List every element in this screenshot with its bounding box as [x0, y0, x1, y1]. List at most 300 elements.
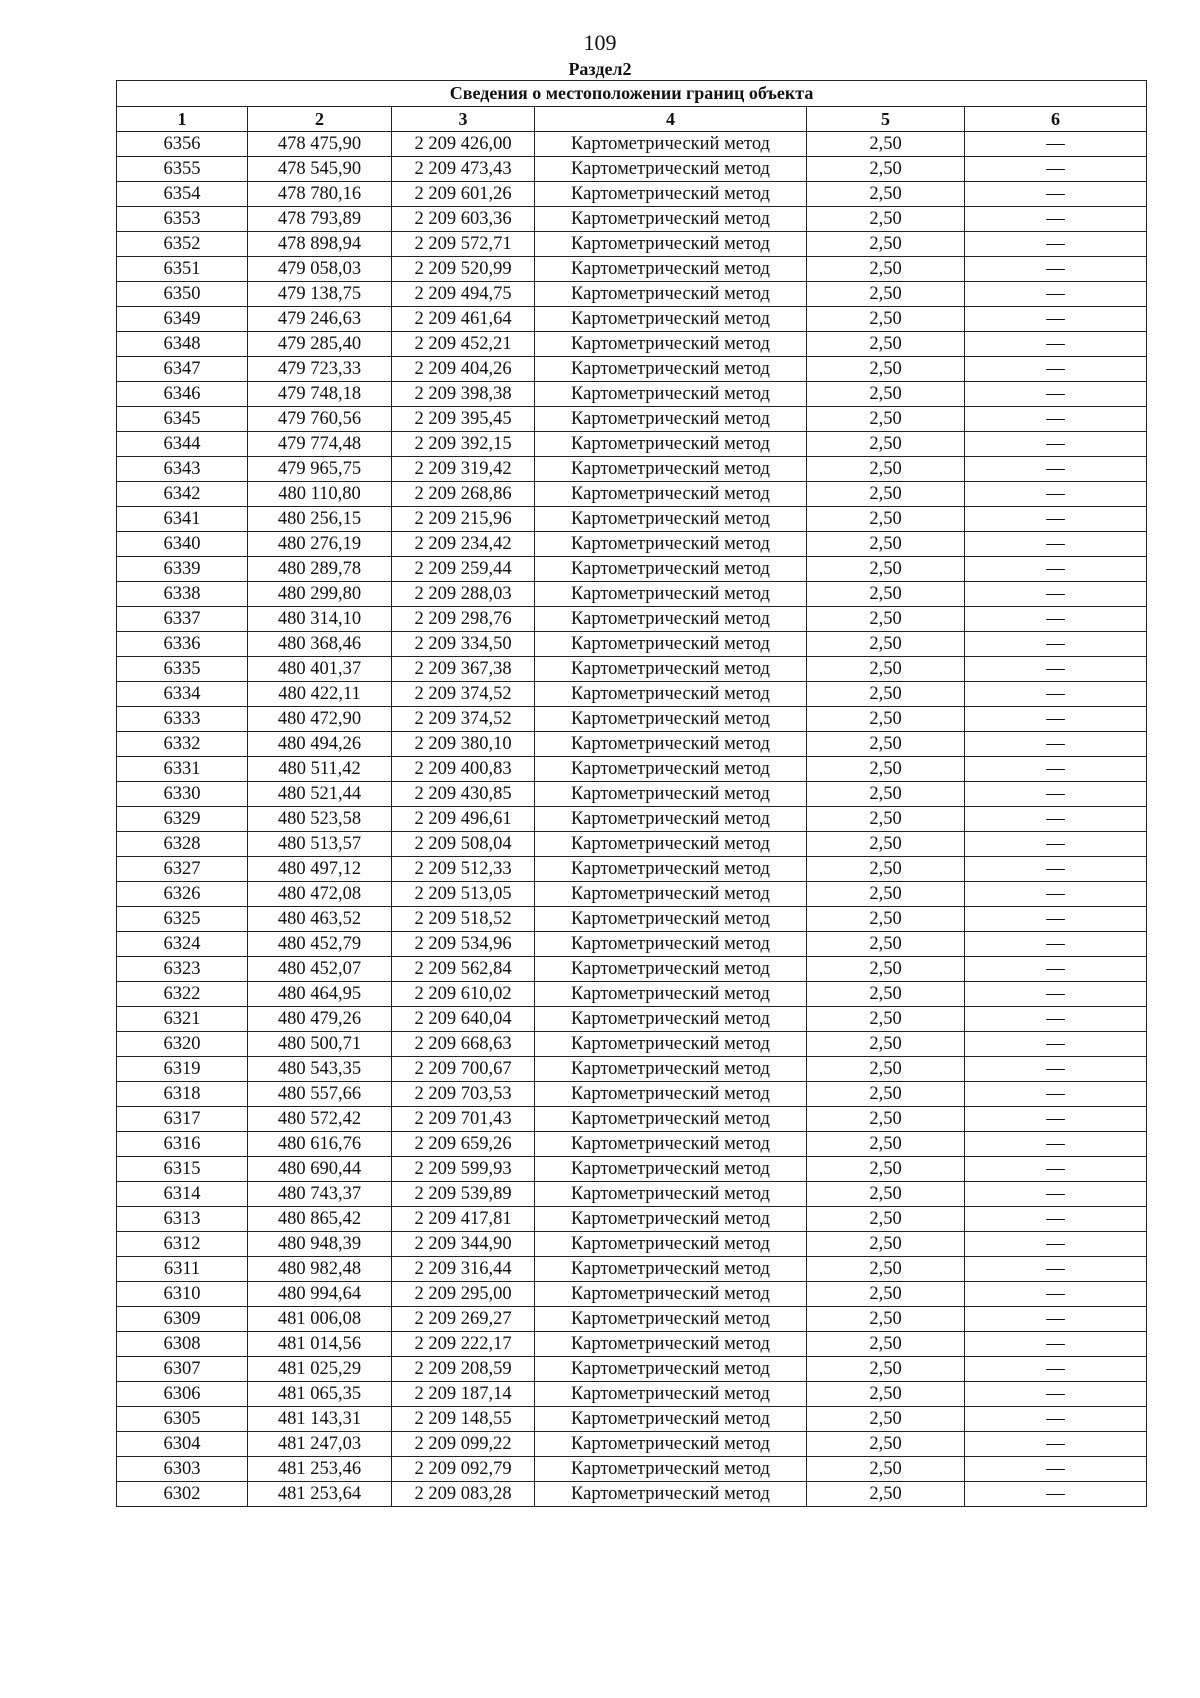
- x-coordinate-cell: 480 452,07: [248, 957, 392, 982]
- method-cell: Картометрический метод: [535, 1357, 807, 1382]
- note-cell: —: [965, 257, 1147, 282]
- method-cell: Картометрический метод: [535, 782, 807, 807]
- method-cell: Картометрический метод: [535, 282, 807, 307]
- section-title: Раздел2: [568, 59, 632, 79]
- x-coordinate-cell: 479 748,18: [248, 382, 392, 407]
- note-cell: —: [965, 357, 1147, 382]
- x-coordinate-cell: 480 368,46: [248, 632, 392, 657]
- note-cell: —: [965, 1057, 1147, 1082]
- precision-cell: 2,50: [807, 607, 965, 632]
- precision-cell: 2,50: [807, 1357, 965, 1382]
- note-cell: —: [965, 782, 1147, 807]
- method-cell: Картометрический метод: [535, 407, 807, 432]
- table-row: [117, 832, 1147, 857]
- point-number-cell: 6354: [117, 182, 248, 207]
- x-coordinate-cell: 480 521,44: [248, 782, 392, 807]
- note-cell: —: [965, 407, 1147, 432]
- precision-cell: 2,50: [807, 357, 965, 382]
- method-cell: Картометрический метод: [535, 507, 807, 532]
- precision-cell: 2,50: [807, 382, 965, 407]
- x-coordinate-cell: 480 463,52: [248, 907, 392, 932]
- note-cell: —: [965, 1257, 1147, 1282]
- method-cell: Картометрический метод: [535, 557, 807, 582]
- table-row: [117, 382, 1147, 407]
- note-cell: —: [965, 457, 1147, 482]
- table-row: [117, 907, 1147, 932]
- precision-cell: 2,50: [807, 782, 965, 807]
- precision-cell: 2,50: [807, 682, 965, 707]
- x-coordinate-cell: 480 616,76: [248, 1132, 392, 1157]
- x-coordinate-cell: 479 723,33: [248, 357, 392, 382]
- x-coordinate-cell: 480 401,37: [248, 657, 392, 682]
- precision-cell: 2,50: [807, 757, 965, 782]
- y-coordinate-cell: 2 209 148,55: [392, 1407, 535, 1432]
- note-cell: —: [965, 607, 1147, 632]
- note-cell: —: [965, 1182, 1147, 1207]
- method-cell: Картометрический метод: [535, 432, 807, 457]
- y-coordinate-cell: 2 209 092,79: [392, 1457, 535, 1482]
- point-number-cell: 6351: [117, 257, 248, 282]
- y-coordinate-cell: 2 209 398,38: [392, 382, 535, 407]
- y-coordinate-cell: 2 209 367,38: [392, 657, 535, 682]
- y-coordinate-cell: 2 209 461,64: [392, 307, 535, 332]
- precision-cell: 2,50: [807, 1282, 965, 1307]
- table-row: [117, 407, 1147, 432]
- note-cell: —: [965, 1282, 1147, 1307]
- table-row: [117, 1407, 1147, 1432]
- y-coordinate-cell: 2 209 426,00: [392, 132, 535, 157]
- x-coordinate-cell: 480 314,10: [248, 607, 392, 632]
- precision-cell: 2,50: [807, 1257, 965, 1282]
- precision-cell: 2,50: [807, 407, 965, 432]
- precision-cell: 2,50: [807, 707, 965, 732]
- point-number-cell: 6312: [117, 1232, 248, 1257]
- method-cell: Картометрический метод: [535, 732, 807, 757]
- point-number-cell: 6349: [117, 307, 248, 332]
- x-coordinate-cell: 479 285,40: [248, 332, 392, 357]
- table-row: [117, 332, 1147, 357]
- precision-cell: 2,50: [807, 1007, 965, 1032]
- table-row: [117, 1282, 1147, 1307]
- table-row: [117, 932, 1147, 957]
- x-coordinate-cell: 481 065,35: [248, 1382, 392, 1407]
- x-coordinate-cell: 480 572,42: [248, 1107, 392, 1132]
- note-cell: —: [965, 807, 1147, 832]
- y-coordinate-cell: 2 209 400,83: [392, 757, 535, 782]
- table-caption: Сведения о местоположении границ объекта: [117, 81, 1147, 107]
- precision-cell: 2,50: [807, 657, 965, 682]
- method-cell: Картометрический метод: [535, 132, 807, 157]
- method-cell: Картометрический метод: [535, 982, 807, 1007]
- precision-cell: 2,50: [807, 582, 965, 607]
- x-coordinate-cell: 481 253,46: [248, 1457, 392, 1482]
- x-coordinate-cell: 480 513,57: [248, 832, 392, 857]
- point-number-cell: 6343: [117, 457, 248, 482]
- x-coordinate-cell: 480 497,12: [248, 857, 392, 882]
- note-cell: —: [965, 857, 1147, 882]
- method-cell: Картометрический метод: [535, 1482, 807, 1507]
- table-row: [117, 432, 1147, 457]
- method-cell: Картометрический метод: [535, 657, 807, 682]
- note-cell: —: [965, 557, 1147, 582]
- point-number-cell: 6327: [117, 857, 248, 882]
- point-number-cell: 6314: [117, 1182, 248, 1207]
- y-coordinate-cell: 2 209 512,33: [392, 857, 535, 882]
- table-row: [117, 607, 1147, 632]
- table-row: [117, 782, 1147, 807]
- x-coordinate-cell: 480 452,79: [248, 932, 392, 957]
- note-cell: —: [965, 632, 1147, 657]
- table-row: [117, 507, 1147, 532]
- table-row: [117, 1157, 1147, 1182]
- x-coordinate-cell: 478 898,94: [248, 232, 392, 257]
- precision-cell: 2,50: [807, 257, 965, 282]
- table-row: [117, 1382, 1147, 1407]
- precision-cell: 2,50: [807, 632, 965, 657]
- x-coordinate-cell: 480 982,48: [248, 1257, 392, 1282]
- point-number-cell: 6347: [117, 357, 248, 382]
- y-coordinate-cell: 2 209 298,76: [392, 607, 535, 632]
- x-coordinate-cell: 480 500,71: [248, 1032, 392, 1057]
- y-coordinate-cell: 2 209 268,86: [392, 482, 535, 507]
- method-cell: Картометрический метод: [535, 1082, 807, 1107]
- precision-cell: 2,50: [807, 457, 965, 482]
- point-number-cell: 6308: [117, 1332, 248, 1357]
- column-header-2: 2: [248, 107, 392, 132]
- table-row: [117, 207, 1147, 232]
- precision-cell: 2,50: [807, 882, 965, 907]
- precision-cell: 2,50: [807, 1207, 965, 1232]
- y-coordinate-cell: 2 209 208,59: [392, 1357, 535, 1382]
- table-row: [117, 307, 1147, 332]
- method-cell: Картометрический метод: [535, 1282, 807, 1307]
- note-cell: —: [965, 182, 1147, 207]
- note-cell: —: [965, 332, 1147, 357]
- note-cell: —: [965, 1457, 1147, 1482]
- table-head: [117, 81, 1147, 132]
- method-cell: Картометрический метод: [535, 1232, 807, 1257]
- note-cell: —: [965, 157, 1147, 182]
- x-coordinate-cell: 480 523,58: [248, 807, 392, 832]
- point-number-cell: 6313: [117, 1207, 248, 1232]
- x-coordinate-cell: 478 475,90: [248, 132, 392, 157]
- point-number-cell: 6326: [117, 882, 248, 907]
- y-coordinate-cell: 2 209 295,00: [392, 1282, 535, 1307]
- x-coordinate-cell: 481 247,03: [248, 1432, 392, 1457]
- y-coordinate-cell: 2 209 473,43: [392, 157, 535, 182]
- x-coordinate-cell: 481 025,29: [248, 1357, 392, 1382]
- y-coordinate-cell: 2 209 496,61: [392, 807, 535, 832]
- note-cell: —: [965, 307, 1147, 332]
- point-number-cell: 6350: [117, 282, 248, 307]
- y-coordinate-cell: 2 209 334,50: [392, 632, 535, 657]
- x-coordinate-cell: 480 276,19: [248, 532, 392, 557]
- table-row: [117, 857, 1147, 882]
- column-header-1: 1: [117, 107, 248, 132]
- x-coordinate-cell: 480 948,39: [248, 1232, 392, 1257]
- method-cell: Картометрический метод: [535, 757, 807, 782]
- y-coordinate-cell: 2 209 404,26: [392, 357, 535, 382]
- table-body: [117, 132, 1147, 1507]
- x-coordinate-cell: 478 545,90: [248, 157, 392, 182]
- method-cell: Картометрический метод: [535, 1332, 807, 1357]
- method-cell: Картометрический метод: [535, 682, 807, 707]
- note-cell: —: [965, 832, 1147, 857]
- y-coordinate-cell: 2 209 518,52: [392, 907, 535, 932]
- x-coordinate-cell: 480 110,80: [248, 482, 392, 507]
- precision-cell: 2,50: [807, 1407, 965, 1432]
- x-coordinate-cell: 480 422,11: [248, 682, 392, 707]
- point-number-cell: 6328: [117, 832, 248, 857]
- column-header-4: 4: [535, 107, 807, 132]
- y-coordinate-cell: 2 209 374,52: [392, 707, 535, 732]
- note-cell: —: [965, 882, 1147, 907]
- method-cell: Картометрический метод: [535, 1457, 807, 1482]
- page-number: 109: [583, 30, 617, 55]
- method-cell: Картометрический метод: [535, 532, 807, 557]
- x-coordinate-cell: 478 780,16: [248, 182, 392, 207]
- point-number-cell: 6321: [117, 1007, 248, 1032]
- precision-cell: 2,50: [807, 1232, 965, 1257]
- y-coordinate-cell: 2 209 520,99: [392, 257, 535, 282]
- y-coordinate-cell: 2 209 392,15: [392, 432, 535, 457]
- point-number-cell: 6306: [117, 1382, 248, 1407]
- method-cell: Картометрический метод: [535, 1132, 807, 1157]
- x-coordinate-cell: 481 143,31: [248, 1407, 392, 1432]
- table-row: [117, 482, 1147, 507]
- point-number-cell: 6334: [117, 682, 248, 707]
- precision-cell: 2,50: [807, 1132, 965, 1157]
- point-number-cell: 6332: [117, 732, 248, 757]
- column-number-row: [117, 107, 1147, 132]
- method-cell: Картометрический метод: [535, 632, 807, 657]
- x-coordinate-cell: 480 494,26: [248, 732, 392, 757]
- y-coordinate-cell: 2 209 319,42: [392, 457, 535, 482]
- point-number-cell: 6316: [117, 1132, 248, 1157]
- method-cell: Картометрический метод: [535, 582, 807, 607]
- note-cell: —: [965, 657, 1147, 682]
- method-cell: Картометрический метод: [535, 857, 807, 882]
- note-cell: —: [965, 1232, 1147, 1257]
- note-cell: —: [965, 1357, 1147, 1382]
- x-coordinate-cell: 480 256,15: [248, 507, 392, 532]
- x-coordinate-cell: 479 138,75: [248, 282, 392, 307]
- precision-cell: 2,50: [807, 432, 965, 457]
- method-cell: Картометрический метод: [535, 257, 807, 282]
- note-cell: —: [965, 1307, 1147, 1332]
- y-coordinate-cell: 2 209 640,04: [392, 1007, 535, 1032]
- y-coordinate-cell: 2 209 603,36: [392, 207, 535, 232]
- y-coordinate-cell: 2 209 599,93: [392, 1157, 535, 1182]
- y-coordinate-cell: 2 209 288,03: [392, 582, 535, 607]
- precision-cell: 2,50: [807, 1332, 965, 1357]
- point-number-cell: 6344: [117, 432, 248, 457]
- table-row: [117, 1107, 1147, 1132]
- point-number-cell: 6356: [117, 132, 248, 157]
- y-coordinate-cell: 2 209 701,43: [392, 1107, 535, 1132]
- x-coordinate-cell: 480 690,44: [248, 1157, 392, 1182]
- y-coordinate-cell: 2 209 395,45: [392, 407, 535, 432]
- table-row: [117, 1432, 1147, 1457]
- y-coordinate-cell: 2 209 259,44: [392, 557, 535, 582]
- y-coordinate-cell: 2 209 452,21: [392, 332, 535, 357]
- y-coordinate-cell: 2 209 234,42: [392, 532, 535, 557]
- method-cell: Картометрический метод: [535, 832, 807, 857]
- x-coordinate-cell: 479 246,63: [248, 307, 392, 332]
- table-row: [117, 457, 1147, 482]
- precision-cell: 2,50: [807, 1107, 965, 1132]
- note-cell: —: [965, 232, 1147, 257]
- method-cell: Картометрический метод: [535, 957, 807, 982]
- table-row: [117, 1082, 1147, 1107]
- precision-cell: 2,50: [807, 982, 965, 1007]
- point-number-cell: 6317: [117, 1107, 248, 1132]
- precision-cell: 2,50: [807, 1307, 965, 1332]
- x-coordinate-cell: 480 511,42: [248, 757, 392, 782]
- x-coordinate-cell: 480 557,66: [248, 1082, 392, 1107]
- method-cell: Картометрический метод: [535, 382, 807, 407]
- method-cell: Картометрический метод: [535, 457, 807, 482]
- y-coordinate-cell: 2 209 417,81: [392, 1207, 535, 1232]
- x-coordinate-cell: 479 058,03: [248, 257, 392, 282]
- point-number-cell: 6324: [117, 932, 248, 957]
- precision-cell: 2,50: [807, 1382, 965, 1407]
- note-cell: —: [965, 1032, 1147, 1057]
- method-cell: Картометрический метод: [535, 207, 807, 232]
- x-coordinate-cell: 480 299,80: [248, 582, 392, 607]
- caption-row: [117, 81, 1147, 107]
- precision-cell: 2,50: [807, 507, 965, 532]
- point-number-cell: 6336: [117, 632, 248, 657]
- method-cell: Картометрический метод: [535, 882, 807, 907]
- x-coordinate-cell: 480 464,95: [248, 982, 392, 1007]
- point-number-cell: 6345: [117, 407, 248, 432]
- method-cell: Картометрический метод: [535, 807, 807, 832]
- note-cell: —: [965, 132, 1147, 157]
- note-cell: —: [965, 732, 1147, 757]
- point-number-cell: 6355: [117, 157, 248, 182]
- y-coordinate-cell: 2 209 703,53: [392, 1082, 535, 1107]
- x-coordinate-cell: 479 965,75: [248, 457, 392, 482]
- note-cell: —: [965, 1432, 1147, 1457]
- precision-cell: 2,50: [807, 1182, 965, 1207]
- table-row: [117, 1357, 1147, 1382]
- table-row: [117, 632, 1147, 657]
- x-coordinate-cell: 478 793,89: [248, 207, 392, 232]
- point-number-cell: 6341: [117, 507, 248, 532]
- y-coordinate-cell: 2 209 380,10: [392, 732, 535, 757]
- table-row: [117, 982, 1147, 1007]
- precision-cell: 2,50: [807, 1157, 965, 1182]
- note-cell: —: [965, 982, 1147, 1007]
- table-row: [117, 1182, 1147, 1207]
- note-cell: —: [965, 432, 1147, 457]
- column-header-3: 3: [392, 107, 535, 132]
- note-cell: —: [965, 957, 1147, 982]
- y-coordinate-cell: 2 209 316,44: [392, 1257, 535, 1282]
- y-coordinate-cell: 2 209 374,52: [392, 682, 535, 707]
- table-row: [117, 1307, 1147, 1332]
- y-coordinate-cell: 2 209 430,85: [392, 782, 535, 807]
- point-number-cell: 6338: [117, 582, 248, 607]
- note-cell: —: [965, 1207, 1147, 1232]
- x-coordinate-cell: 480 865,42: [248, 1207, 392, 1232]
- precision-cell: 2,50: [807, 957, 965, 982]
- table-row: [117, 757, 1147, 782]
- point-number-cell: 6322: [117, 982, 248, 1007]
- point-number-cell: 6353: [117, 207, 248, 232]
- x-coordinate-cell: 480 472,90: [248, 707, 392, 732]
- table-row: [117, 232, 1147, 257]
- point-number-cell: 6309: [117, 1307, 248, 1332]
- method-cell: Картометрический метод: [535, 1057, 807, 1082]
- method-cell: Картометрический метод: [535, 1007, 807, 1032]
- precision-cell: 2,50: [807, 182, 965, 207]
- precision-cell: 2,50: [807, 232, 965, 257]
- table-row: [117, 132, 1147, 157]
- table-row: [117, 182, 1147, 207]
- note-cell: —: [965, 1082, 1147, 1107]
- x-coordinate-cell: 481 006,08: [248, 1307, 392, 1332]
- table-row: [117, 1032, 1147, 1057]
- method-cell: Картометрический метод: [535, 1407, 807, 1432]
- note-cell: —: [965, 1332, 1147, 1357]
- method-cell: Картометрический метод: [535, 1382, 807, 1407]
- precision-cell: 2,50: [807, 732, 965, 757]
- column-header-6: 6: [965, 107, 1147, 132]
- point-number-cell: 6348: [117, 332, 248, 357]
- note-cell: —: [965, 532, 1147, 557]
- y-coordinate-cell: 2 209 610,02: [392, 982, 535, 1007]
- precision-cell: 2,50: [807, 932, 965, 957]
- y-coordinate-cell: 2 209 700,67: [392, 1057, 535, 1082]
- precision-cell: 2,50: [807, 282, 965, 307]
- method-cell: Картометрический метод: [535, 1182, 807, 1207]
- point-number-cell: 6325: [117, 907, 248, 932]
- y-coordinate-cell: 2 209 508,04: [392, 832, 535, 857]
- note-cell: —: [965, 1007, 1147, 1032]
- point-number-cell: 6342: [117, 482, 248, 507]
- table-row: [117, 957, 1147, 982]
- table-row: [117, 707, 1147, 732]
- note-cell: —: [965, 1132, 1147, 1157]
- y-coordinate-cell: 2 209 187,14: [392, 1382, 535, 1407]
- point-number-cell: 6329: [117, 807, 248, 832]
- precision-cell: 2,50: [807, 132, 965, 157]
- precision-cell: 2,50: [807, 207, 965, 232]
- table-row: [117, 882, 1147, 907]
- table-row: [117, 1482, 1147, 1507]
- method-cell: Картометрический метод: [535, 1432, 807, 1457]
- y-coordinate-cell: 2 209 539,89: [392, 1182, 535, 1207]
- y-coordinate-cell: 2 209 668,63: [392, 1032, 535, 1057]
- x-coordinate-cell: 480 543,35: [248, 1057, 392, 1082]
- method-cell: Картометрический метод: [535, 1207, 807, 1232]
- note-cell: —: [965, 507, 1147, 532]
- method-cell: Картометрический метод: [535, 907, 807, 932]
- y-coordinate-cell: 2 209 572,71: [392, 232, 535, 257]
- note-cell: —: [965, 757, 1147, 782]
- method-cell: Картометрический метод: [535, 357, 807, 382]
- y-coordinate-cell: 2 209 534,96: [392, 932, 535, 957]
- table-row: [117, 1457, 1147, 1482]
- note-cell: —: [965, 1107, 1147, 1132]
- note-cell: —: [965, 1482, 1147, 1507]
- table-row: [117, 1232, 1147, 1257]
- point-number-cell: 6323: [117, 957, 248, 982]
- table-row: [117, 1057, 1147, 1082]
- point-number-cell: 6310: [117, 1282, 248, 1307]
